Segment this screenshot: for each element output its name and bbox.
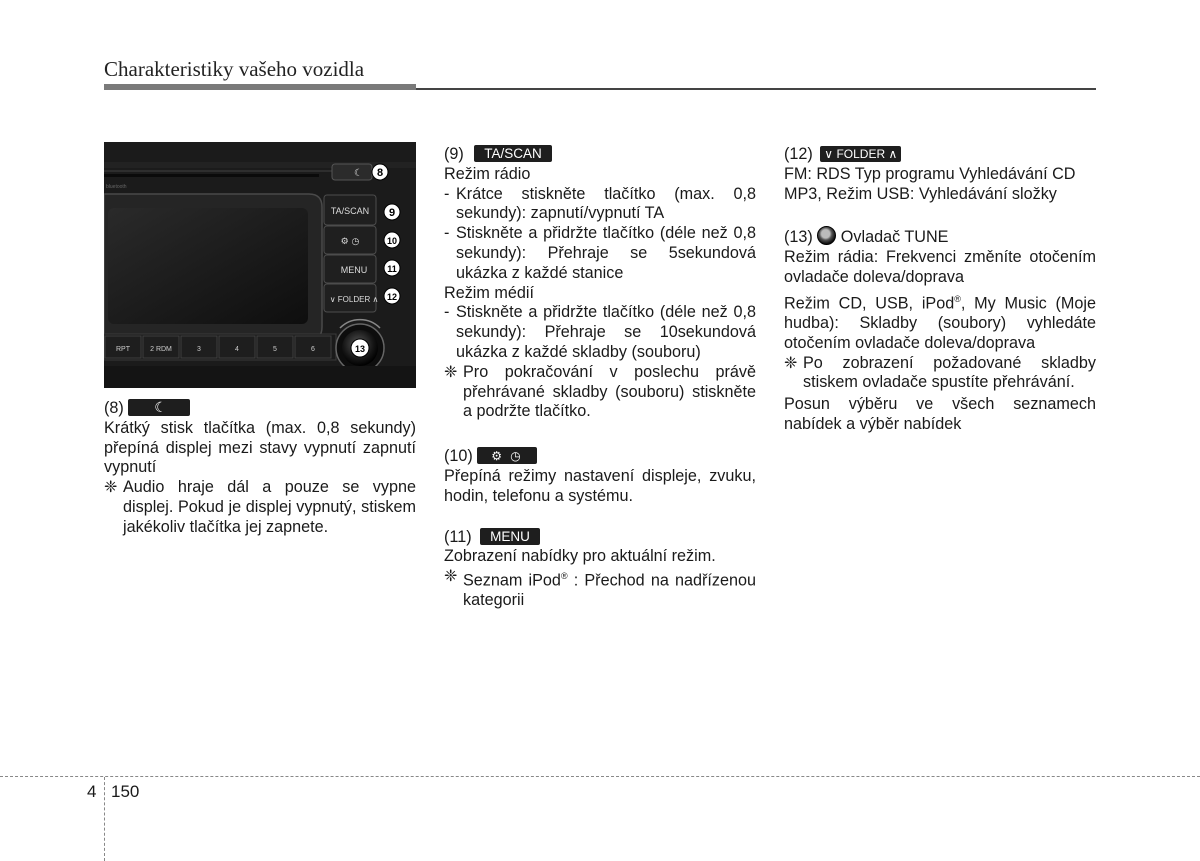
callout-number: 12 xyxy=(386,292,398,302)
preset-label: 3 xyxy=(197,346,201,353)
paragraph-11: Zobrazení nabídky pro aktuální režim. xyxy=(444,547,716,566)
preset-label: 4 xyxy=(235,346,239,353)
chevron-down-icon: ∨ xyxy=(824,147,834,161)
folder-chip xyxy=(820,146,901,162)
preset-label: 6 xyxy=(311,346,315,353)
folder-label: FOLDER xyxy=(836,147,886,161)
paragraph-13a: Režim rádia: Frekvenci změníte otočením ovladače doleva/doprava xyxy=(784,248,1096,286)
bullet-text: Stiskněte a přidržte tlačítko (déle než 0,8 sekundy): Přehraje se 5sekundová ukázka z každé stanice xyxy=(456,224,756,282)
note-mark: ❈ xyxy=(784,353,798,372)
callout-number: 13 xyxy=(354,344,366,354)
moon-button-chip xyxy=(128,399,190,416)
callout-number: 11 xyxy=(387,264,397,274)
settings-clock-chip xyxy=(477,447,537,464)
heading-8 xyxy=(104,399,416,419)
heading-10 xyxy=(444,447,756,467)
dash: - xyxy=(444,184,450,203)
note-text: Po zobrazení požadované skladby stiskem ovladače spustíte přehrávání. xyxy=(803,353,1096,392)
note-11 xyxy=(444,567,756,611)
item-number: (13) xyxy=(784,228,813,247)
heading-12 xyxy=(784,145,1096,165)
preset-label: 5 xyxy=(273,346,277,353)
heading-13 xyxy=(784,226,1096,248)
heading-label: Ovladač TUNE xyxy=(840,228,949,247)
note-mark: ❈ xyxy=(444,567,458,586)
note-8 xyxy=(104,478,416,537)
svg-text:∨ FOLDER ∧: ∨ FOLDER ∧ xyxy=(329,295,379,304)
header-rule-thin xyxy=(416,88,1096,90)
item-number: (9) xyxy=(444,145,464,163)
note-mark: ❈ xyxy=(444,362,458,381)
menu-chip: MENU xyxy=(480,528,540,545)
header-rule-thick xyxy=(104,84,416,90)
note-mark: ❈ xyxy=(104,478,118,497)
page-header-title: Charakteristiky vašeho vozidla xyxy=(104,57,365,81)
note-13 xyxy=(784,354,1096,394)
dash: - xyxy=(444,303,450,322)
note-text: Pro pokračování v poslechu právě přehrávané skladby (souboru) stiskněte a podržte tlačítko. xyxy=(463,362,756,421)
column-3 xyxy=(784,145,1096,435)
note-text: Audio hraje dál a pouze se vypne displej. Pokud je displej vypnutý, stiskem jakékoliv tlačítka jej zapnete. xyxy=(123,478,416,536)
paragraph-8: Krátký stisk tlačítka (max. 0,8 sekundy) přepíná displej mezi stavy vypnutí zapnutí vypnutí xyxy=(104,418,416,477)
clock-icon: ◷ xyxy=(510,449,521,464)
radio-btn-tascan: TA/SCAN xyxy=(330,206,370,216)
column-1 xyxy=(104,399,416,538)
radio-btn-menu: MENU xyxy=(340,265,368,275)
radio-panel-figure xyxy=(104,142,416,388)
bullet xyxy=(444,185,756,225)
radio-panel-drawing xyxy=(104,142,416,388)
footer-dashed-rule xyxy=(0,776,1200,777)
settings-icon: ⚙ xyxy=(491,449,503,464)
moon-icon: ☾ xyxy=(154,399,167,415)
heading-11 xyxy=(444,528,756,548)
heading-9 xyxy=(444,145,756,165)
note-9 xyxy=(444,363,756,422)
chevron-up-icon: ∧ xyxy=(888,147,898,161)
paragraph-13c: Posun výběru ve všech seznamech nabídek a výběr nabídek xyxy=(784,395,1096,433)
paragraph-12: FM: RDS Typ programu Vyhledávání CD MP3, Režim USB: Vyhledávání složky xyxy=(784,164,1076,203)
bullet xyxy=(444,224,756,283)
paragraph-10: Přepíná režimy nastavení displeje, zvuku, hodin, telefonu a systému. xyxy=(444,466,756,505)
callout-number: 8 xyxy=(376,167,384,179)
tascan-chip: TA/SCAN xyxy=(474,145,552,162)
callout-number: 9 xyxy=(388,207,396,219)
radio-btn-folder: FOLDER xyxy=(337,295,371,304)
preset-label: RPT xyxy=(116,346,130,353)
dash: - xyxy=(444,224,450,243)
paragraph-13b: Režim CD, USB, iPod®, My Music (Moje hudba): Skladby (soubory) vyhledáte otočením ovladače doleva/doprava xyxy=(784,293,1096,352)
column-2 xyxy=(444,145,756,611)
page-number: 150 xyxy=(111,782,140,801)
svg-text:☾: ☾ xyxy=(354,168,363,179)
bullet-text: Krátce stiskněte tlačítko (max. 0,8 sekundy): zapnutí/vypnutí TA xyxy=(456,184,756,223)
footer-dashed-vrule xyxy=(104,777,105,861)
preset-label: 2 RDM xyxy=(150,346,172,353)
item-number: (8) xyxy=(104,399,124,417)
bullet-text: Stiskněte a přidržte tlačítko (déle než 0,8 sekundy): Přehraje se 10sekundová ukázka z každé skladby (souboru) xyxy=(456,303,756,361)
tune-knob-icon xyxy=(817,226,836,245)
brand-label: bluetooth xyxy=(106,184,127,190)
item-number: (10) xyxy=(444,447,473,466)
media-mode-label: Režim médií xyxy=(444,283,534,302)
item-number: (12) xyxy=(784,145,813,163)
bullet xyxy=(444,303,756,362)
callout-number: 10 xyxy=(386,236,398,246)
chapter-number: 4 xyxy=(87,782,97,801)
note-text: Seznam iPod® : Přechod na nadřízenou kategorii xyxy=(463,571,756,610)
item-number: (11) xyxy=(444,527,472,546)
svg-text:⚙ ◷: ⚙ ◷ xyxy=(340,237,360,247)
radio-mode-label: Režim rádio xyxy=(444,164,531,183)
